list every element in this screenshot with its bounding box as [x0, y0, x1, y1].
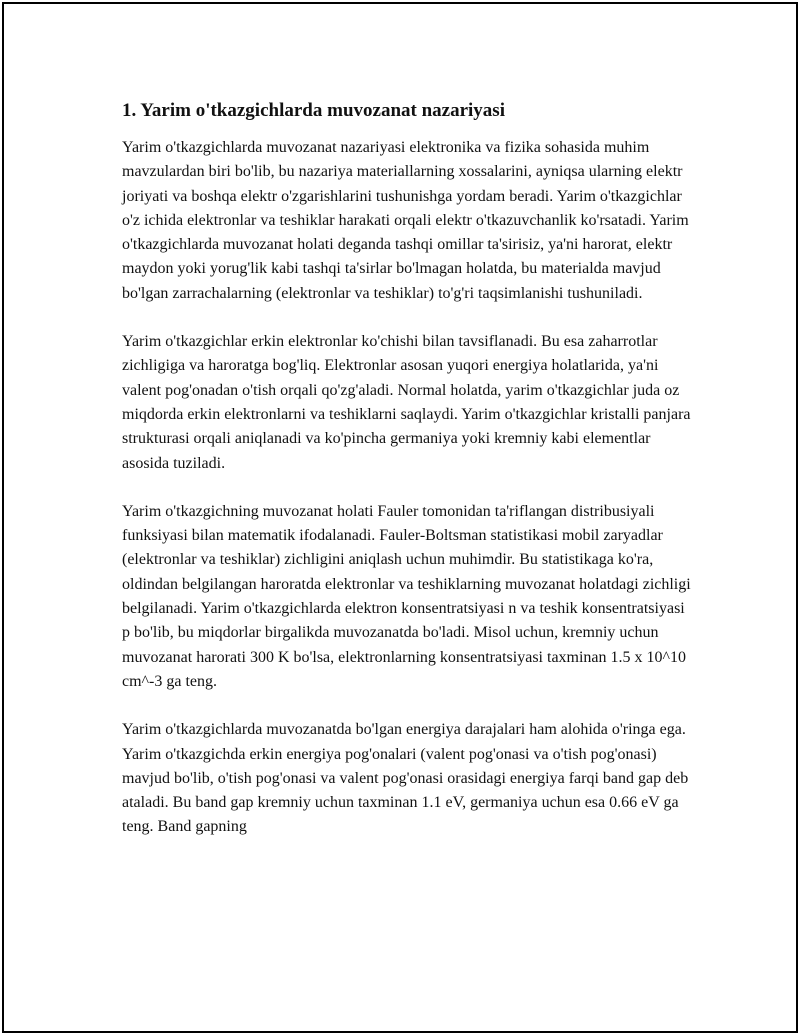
section-heading: 1. Yarim o'tkazgichlarda muvozanat nazariyasi: [122, 100, 505, 121]
paragraph-4: Yarim o'tkazgichlarda muvozanatda bo'lgan energiya darajalari ham alohida o'ringa ega. Yarim o'tkazgichda erkin energiya pog'onalari (valent pog'onasi va o'tish pog'onasi) mavjud bo'lib, o'tish pog'onasi va valent pog'onasi orasidagi energiya farqi band gap deb ataladi. Bu band gap kremniy uchun taxminan 1.1 eV, germaniya uchun esa 0.66 eV ga teng. Band gapning: [122, 721, 689, 836]
paragraph-3: Yarim o'tkazgichning muvozanat holati Fauler tomonidan ta'riflangan distribusiyali funksiyasi bilan matematik ifodalanadi. Fauler-Boltsman statistikasi mobil zaryadlar (elektronlar va teshiklar) zichligini aniqlash uchun muhimdir. Bu statistikaga ko'ra, oldindan belgilangan haroratda elektronlar va teshiklarning muvozanat holatdagi zichligi belgilanadi. Yarim o'tkazgichlarda elektron konsentratsiyasi n va teshik konsentratsiyasi p bo'lib, bu miqdorlar birgalikda muvozanatda bo'ladi. Misol uchun, kremniy uchun muvozanat harorati 300 K bo'lsa, elektronlarning konsentratsiyasi taxminan 1.5 x 10^10 cm^-3 ga teng.: [122, 502, 691, 690]
document-body: [122, 98, 692, 864]
page-frame: [2, 2, 798, 1033]
paragraph-1: Yarim o'tkazgichlarda muvozanat nazariyasi elektronika va fizika sohasida muhim mavzulardan biri bo'lib, bu nazariya materiallarning xossalarini, ayniqsa ularning elektr joriyati va boshqa elektr o'zgarishlarini tushunishga yordam beradi. Yarim o'tkazgichlar o'z ichida elektronlar va teshiklar harakati orqali elektr o'tkazuvchanlik ko'rsatadi. Yarim o'tkazgichlarda muvozanat holati deganda tashqi omillar ta'sirisiz, ya'ni harorat, elektr maydon yoki yorug'lik kabi tashqi ta'sirlar bo'lmagan holatda, bu materialda mavjud bo'lgan zarrachalarning (elektronlar va teshiklar) to'g'ri taqsimlanishi tushuniladi.: [122, 139, 689, 302]
paragraph-2: Yarim o'tkazgichlar erkin elektronlar ko'chishi bilan tavsiflanadi. Bu esa zaharrotlar zichligiga va haroratga bog'liq. Elektronlar asosan yuqori energiya holatlarida, ya'ni valent pog'onadan o'tish orqali qo'zg'aladi. Normal holatda, yarim o'tkazgichlar juda oz miqdorda erkin elektronlarni va teshiklarni saqlaydi. Yarim o'tkazgichlar kristalli panjara strukturasi orqali aniqlanadi va ko'pincha germaniya yoki kremniy kabi elementlar asosida tuziladi.: [122, 333, 691, 472]
